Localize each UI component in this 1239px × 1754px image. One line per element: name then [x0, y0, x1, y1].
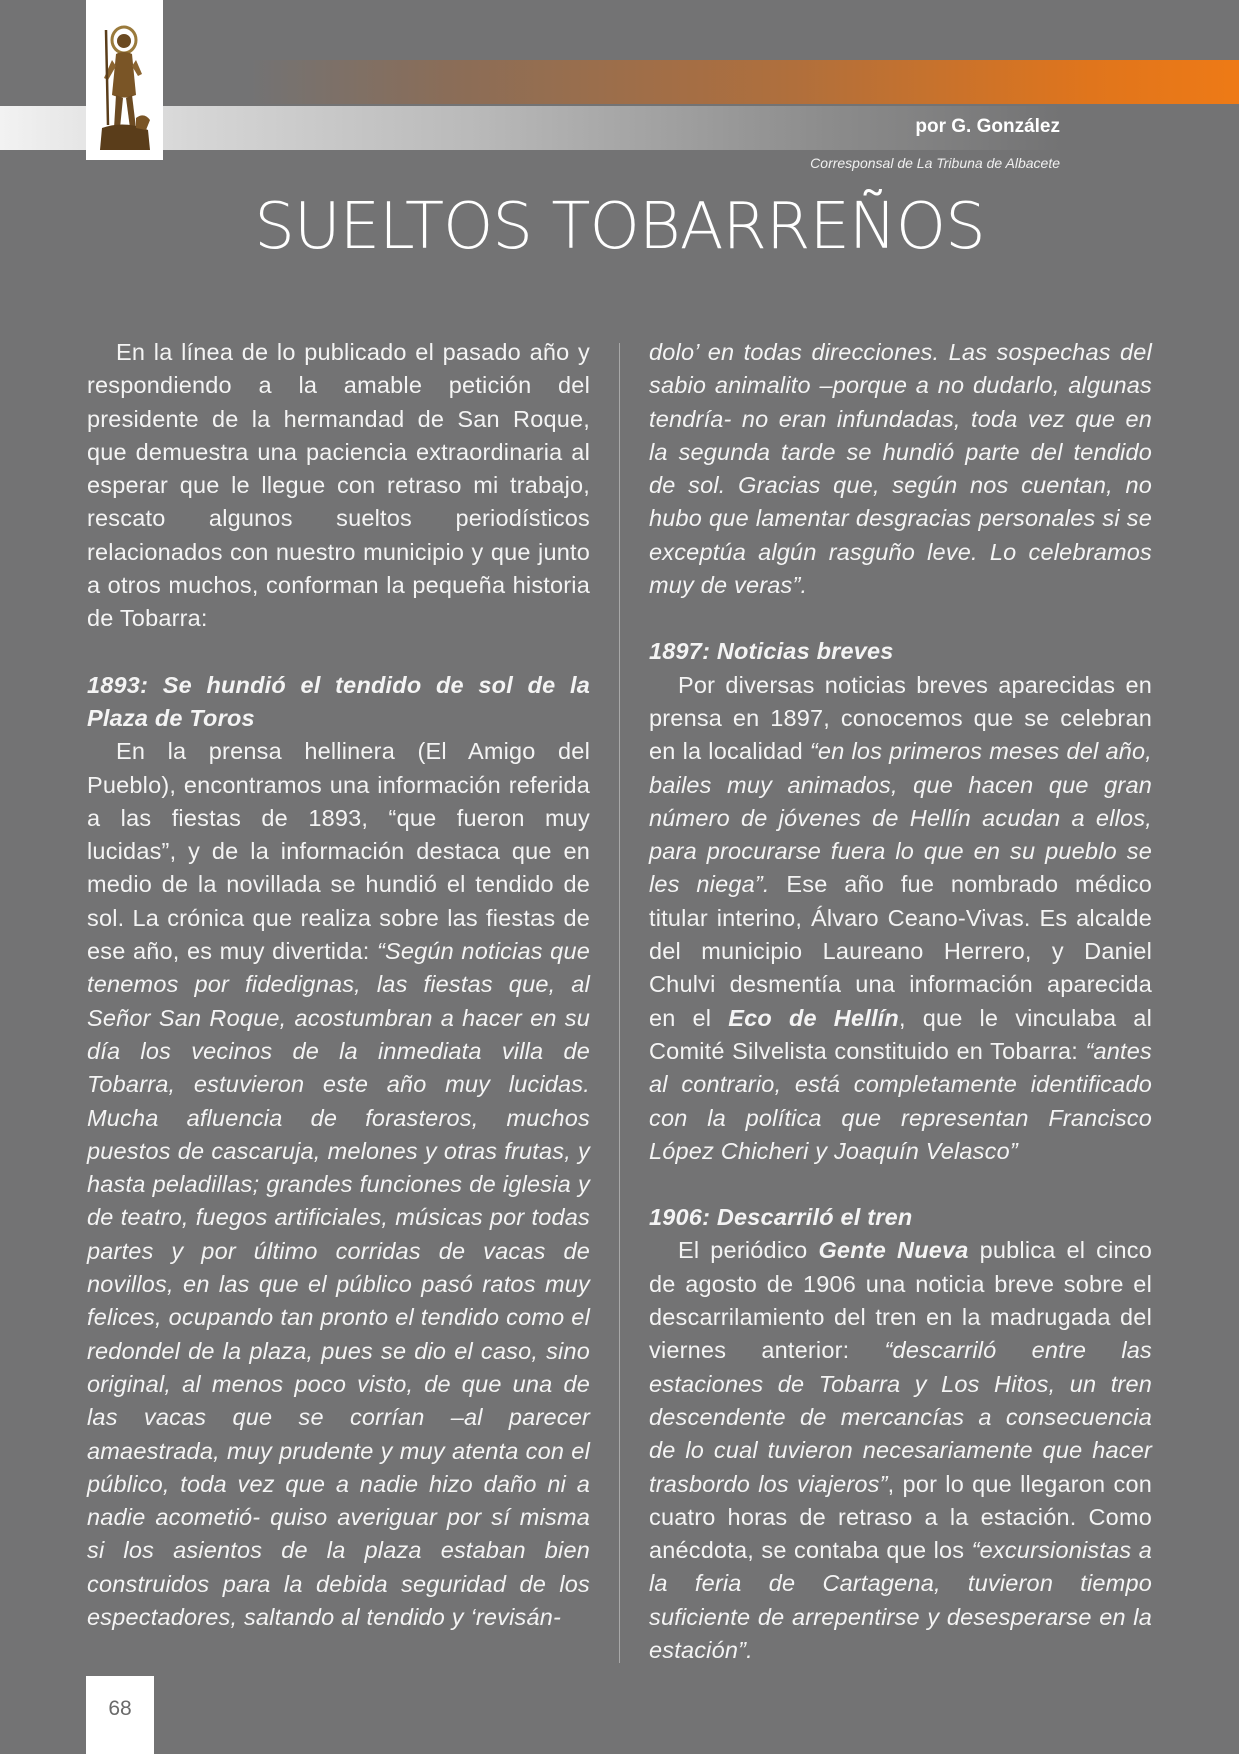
section-1893-paragraph	[87, 735, 590, 1634]
gente-nueva-title: Gente Nueva	[818, 1237, 969, 1264]
logo	[86, 0, 163, 160]
section-1897-quote-b: “antes al contrario, está completamente identificado con la política que representan Francisco López Chicheri y Joaquín Velasco”	[649, 1037, 1152, 1164]
section-1897-text-c: , que le vinculaba al Comité Silvelista constituido en Tobarra:	[649, 1004, 1152, 1064]
section-heading-1897: 1897: Noticias breves	[649, 638, 894, 665]
section-1897-paragraph	[649, 669, 1152, 1168]
eco-de-hellin-title: Eco de Hellín	[728, 1004, 899, 1031]
left-column	[87, 336, 590, 1634]
section-1897-text-a: Por diversas noticias breves aparecidas en prensa en 1897, conocemos que se celebran en la localidad	[649, 671, 1152, 765]
section-1906-text-a: El periódico	[678, 1237, 819, 1264]
section-1906-quote-b: “excursionistas a la feria de Cartagena, tuvieron tiempo suficiente de arrepentirse y desesperarse en la estación”.	[649, 1537, 1152, 1663]
header-orange-band	[250, 60, 1239, 104]
author-role: Corresponsal de La Tribuna de Albacete	[810, 155, 1060, 171]
section-1893-text: En la prensa hellinera (El Amigo del Pueblo), encontramos una información referida a las fiestas de 1893, “que fueron muy lucidas”, y de la información destaca que en medio de la novillada se hundió el tendido de sol. La crónica que realiza sobre las fiestas de ese año, es muy divertida:	[87, 738, 590, 965]
author-byline: por G. González	[915, 116, 1060, 137]
right-column	[649, 336, 1152, 1667]
page-title: SUELTOS TOBARREÑOS	[254, 190, 985, 264]
section-1906-paragraph	[649, 1234, 1152, 1667]
section-1906-text-c: , por lo que llegaron con cuatro horas de retraso a la estación. Como anécdota, se contaba que los	[649, 1470, 1152, 1564]
column-divider	[619, 343, 620, 1663]
section-heading-1906: 1906: Descarriló el tren	[649, 1204, 913, 1231]
section-1906-quote-a: “descarriló entre las estaciones de Tobarra y Los Hitos, un tren descendente de mercancías a consecuencia de lo cual tuvieron necesariamente que hacer trasbordo los viajeros”	[649, 1337, 1152, 1497]
section-1897-quote-a: “en los primeros meses del año, bailes muy animados, que hacen que gran número de jóvenes de Hellín acudan a ellos, para procurarse fuera lo que en su pueblo se les niega”.	[649, 738, 1152, 898]
intro-paragraph: En la línea de lo publicado el pasado año y respondiendo a la amable petición del presidente de la hermandad de San Roque, que demuestra una paciencia extraordinaria al esperar que le llegue con retraso mi trabajo, rescato algunos sueltos periodísticos relacionados con nuestro municipio y que junto a otros muchos, conforman la pequeña historia de Tobarra:	[87, 339, 590, 632]
section-1906-text-b: publica el cinco de agosto de 1906 una noticia breve sobre el descarrilamiento del tren en la madrugada del viernes anterior:	[649, 1237, 1152, 1364]
section-1897-text-b: Ese año fue nombrado médico titular interino, Álvaro Ceano-Vivas. Es alcalde del municipio Laureano Herrero, y Daniel Chulvi desmentía una información aparecida en el	[649, 871, 1152, 1031]
section-heading-1893: 1893: Se hundió el tendido de sol de la Plaza de Toros	[87, 671, 590, 731]
section-1893-quote: “Según noticias que tenemos por fidedignas, las fiestas que, al Señor San Roque, acostumbran a hacer en su día los vecinos de la inmediata villa de Tobarra, estuvieron este año muy lucidas. Mucha afluencia de forasteros, muchos puestos de cascaruja, melones y otras frutas, y hasta peladillas; grandes funciones de iglesia y de teatro, fuegos artificiales, músicas por todas partes y por último corridas de vacas de novillos, en las que el público pasó ratos muy felices, ocupando tan pronto el tendido como el redondel de la plaza, pues se dio el caso, sino original, al menos poco visto, de que una de las vacas que se corrían –al parecer amaestrada, muy prudente y muy atenta con el público, toda vez que a nadie hizo daño ni a nadie acometió- quiso averiguar por sí misma si los asientos de la plaza estaban bien construidos para la debida seguridad de los espectadores, saltando al tendido y ‘revisán-	[87, 938, 590, 1630]
page-number: 68	[86, 1676, 154, 1754]
section-1893-quote-continued: dolo’ en todas direcciones. Las sospechas del sabio animalito –porque a no dudarlo, algunas tendría- no eran infundadas, toda vez que en la segunda tarde se hundió parte del tendido de sol. Gracias que, según nos cuentan, no hubo que lamentar desgracias personales si se exceptúa algún rasguño leve. Lo celebramos muy de veras”.	[649, 339, 1152, 599]
saint-roque-statue-icon	[86, 0, 163, 160]
